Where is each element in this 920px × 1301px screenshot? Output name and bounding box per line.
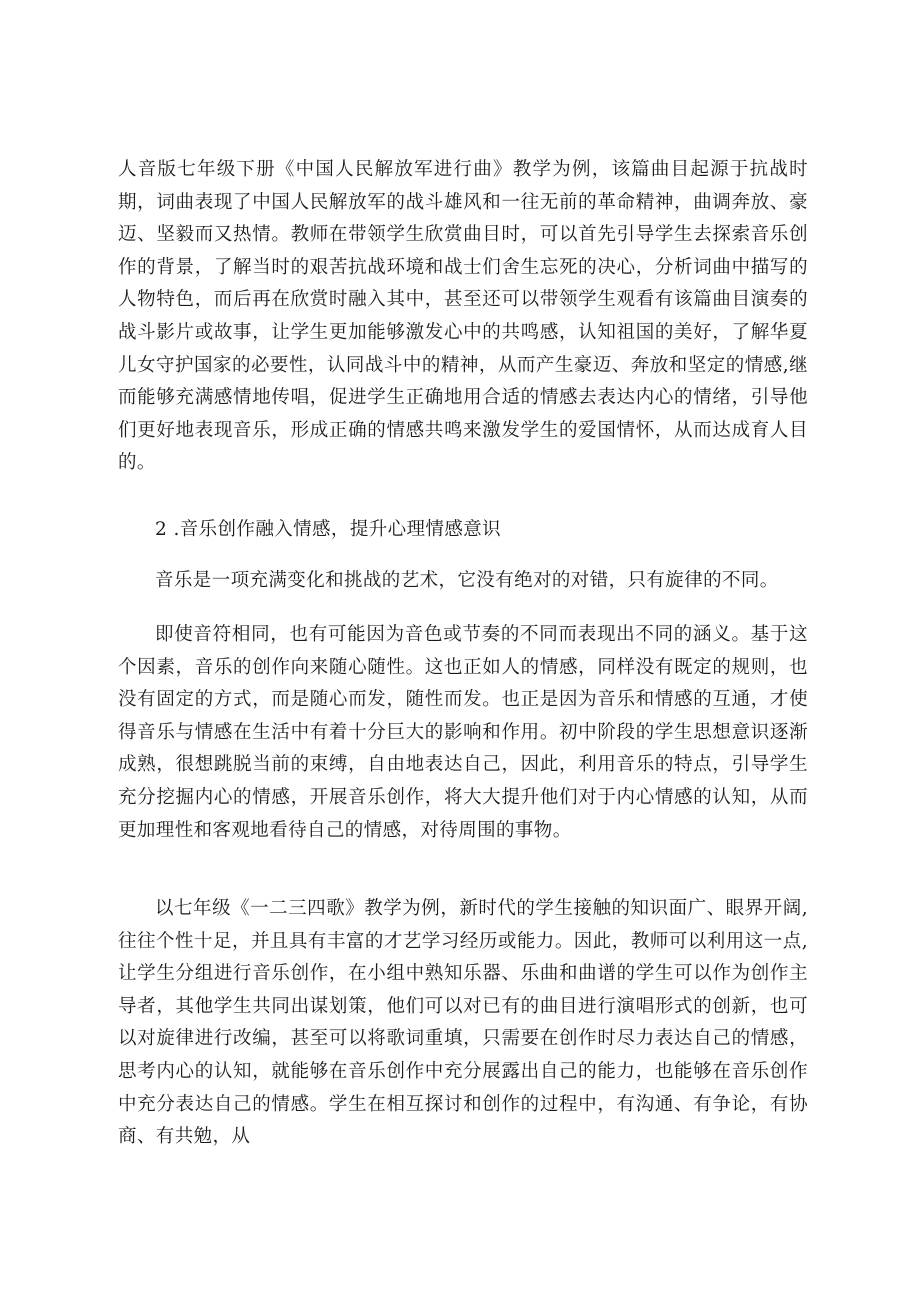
paragraph-song-example: 以七年级《一二三四歌》教学为例，新时代的学生接触的知识面广、眼界开阔,往往个性十足，并且具有丰富的才艺学习经历或能力。因此，教师可以利用这一点,让学生分组进行音乐创作，在小组中熟知乐器、乐曲和曲谱的学生可以作为创作主导者，其他学生共同出谋划策，他们可以对已有的曲目进行演唱形式的创新，也可以对旋律进行改编，甚至可以将歌词重填，只需要在创作时尽力表达自己的情感，思考内心的认知，就能够在音乐创作中充分展露出自己的能力，也能够在音乐创作中充分表达自己的情感。学生在相互探讨和创作的过程中，有沟通、有争论，有协商、有共勉，从 bbox=[118, 898, 808, 1148]
paragraph-music-art: 音乐是一项充满变化和挑战的艺术，它没有绝对的对错，只有旋律的不同。 bbox=[155, 570, 779, 591]
paragraph-march-example: 人音版七年级下册《中国人民解放军进行曲》教学为例，该篇曲目起源于抗战时期，词曲表现了中国人民解放军的战斗雄风和一往无前的革命精神，曲调奔放、豪迈、坚毅而又热情。教师在带领学生欣赏曲目时，可以首先引导学生去探索音乐创作的背景，了解当时的艰苦抗战环境和战士们舍生忘死的决心，分析词曲中描写的人物特色，而后再在欣赏时融入其中，甚至还可以带领学生观看有该篇曲目演奏的战斗影片或故事，让学生更加能够激发心中的共鸣感，认知祖国的美好，了解华夏儿女守护国家的必要性，认同战斗中的精神，从而产生豪迈、奔放和坚定的情感,继而能够充满感情地传唱，促进学生正确地用合适的情感去表达内心的情绪，引导他们更好地表现音乐，形成正确的情感共鸣来激发学生的爱国情怀，从而达成育人目的。 bbox=[118, 159, 808, 474]
section-heading: 2 .音乐创作融入情感，提升心理情感意识 bbox=[155, 519, 502, 540]
paragraph-music-creation: 即使音符相同，也有可能因为音色或节奏的不同而表现出不同的涵义。基于这个因素，音乐的创作向来随心随性。这也正如人的情感，同样没有既定的规则，也没有固定的方式，而是随心而发，随性而发。也正是因为音乐和情感的互通，才使得音乐与情感在生活中有着十分巨大的影响和作用。初中阶段的学生思想意识逐渐成熟，很想跳脱当前的束缚，自由地表达自己，因此，利用音乐的特点，引导学生充分挖掘内心的情感，开展音乐创作，将大大提升他们对于内心情感的认知，从而更加理性和客观地看待自己的情感，对待周围的事物。 bbox=[118, 624, 808, 841]
